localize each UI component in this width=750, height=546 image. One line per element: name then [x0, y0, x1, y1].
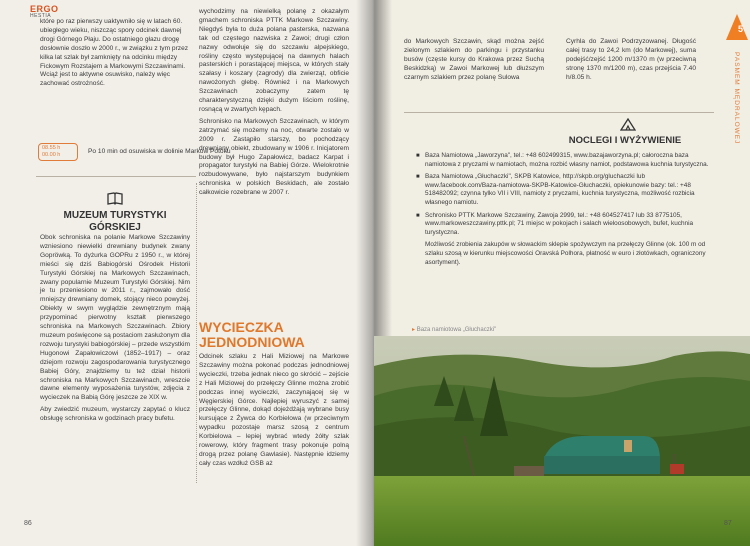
paragraph: Aby zwiedzić muzeum, wystarczy zapytać o klucz obsługę schroniska w godzinach pracy bufetu.	[40, 406, 190, 423]
museum-title: MUZEUM TURYSTYKI GÓRSKIEJ	[63, 210, 167, 233]
house-icon: ■	[416, 153, 420, 159]
left-page	[0, 0, 374, 546]
page-number-right: 87	[724, 520, 732, 527]
museum-text	[40, 234, 190, 427]
paragraph: Cyrhla do Zawoi Podrzyzowanej. Długość całej trasy to 24,2 km (do Markowej), suma podejść/zejść 1200 m/1370 m (w przeciwną stronę 1370 m/1200 m), czas przejścia 7.40 h/8.05 h.	[566, 38, 696, 81]
list-item	[416, 212, 718, 238]
trip-title: WYCIECZKA JEDNODNIOWA	[199, 319, 305, 350]
campsite-photo	[374, 336, 750, 546]
note-text: Możliwość zrobienia zakupów w słowackim sklepie spożywczym na przełęczy Glinne (ok. 100 m od szlaku szosą w kierunku miejscowości Oravská Polhora, płatność w euro i złotówkach, ograniczony asortyment).	[425, 241, 706, 266]
left-col2-top	[199, 8, 349, 201]
logo-main: ERGO	[30, 4, 59, 14]
chapter-label: PASMEM MĘDRALOWEJ	[733, 52, 740, 145]
logo-sub: HESTIA	[30, 13, 52, 19]
caption-text: Baza namiotowa „Głuchaczki"	[416, 327, 497, 333]
book-icon	[40, 192, 190, 208]
trip-text	[199, 353, 349, 472]
list-item	[416, 152, 718, 169]
house-icon: ■	[416, 212, 420, 219]
lodging-note	[416, 241, 718, 267]
list-item	[416, 173, 718, 207]
chapter-number: 5	[737, 24, 743, 34]
museum-header	[40, 192, 190, 234]
right-col1	[404, 38, 544, 86]
divider	[404, 112, 714, 113]
paragraph: do Markowych Szczawin, skąd można zejść zielonym szlakiem do parkingu i przystanku busów (częste kursy do Krakowa przez Suchą Beskidzką) w Zawoi Markowej lub dłuższym czarnym szlakiem przez polanę Sulowa	[404, 38, 544, 81]
photo-caption	[412, 326, 496, 333]
lodging-entry: Schronisko PTTK Markowe Szczawiny, Zawoja 2999, tel.: +48 604527417 lub 33 8775105, www.markoweszczawiny.pttk.pl; 71 miejsc w pokojach i salach wieloosobowych, bufet, kuchnia turystyczna.	[425, 211, 694, 236]
time-text: Po 10 min od osuwiska w dolinie Marków Potoku	[88, 147, 231, 155]
lodging-entry: Baza Namiotowa „Jaworzyna", tel.: +48 602499315, www.bazajaworzyna.pl; całoroczna baza namiotowa z pryczami w namiotach, można rozbić własny namiot, podstawowa kuchnia turystyczna.	[425, 152, 709, 168]
paragraph: Obok schroniska na polanie Markowe Szczawiny wzniesiono niewielki drewniany budynek zwany Gopröwką. To dyżurka GOPRu z 1950 r., w której mieści się dziś Babiogórski Ośrodek Historii Turystyki Górskiej na Markowych Szczawinach, zwany popularnie Muzeum Turystyki Górskiej. Nim je tu przeniesiono w 2011 r., zajmowało dość mniejszy drewniany domek, stojący nieco powyżej. Obiekty w swym wyglądzie zewnętrznym mają przypominać pierwotny kształt pierwszego schroniska na Markowych Szczawinach. Zbiory muzeum poświęcone są postaciom zasłużonym dla rozwoju turystyki babiogórskiej – przede wszystkim Hugonowi Zapałowiczowi (1852–1917) – oraz dziejom rozwoju zagospodarowania turystycznego Babiej Góry, znajdziemy tu też dział historii schroniska na Markowych Szczawinach, wreszcie dawne elementy wyposażenia turystów, zdjęcia z wycieczek na Babią Górę jeszcze ze XIX w.	[40, 234, 190, 402]
time-badge: 08.55 h 00.00 h	[38, 143, 78, 161]
lodging-entry: Baza Namiotowa „Głuchaczki", SKPB Katowice, http://skpb.org/gluchaczki lub www.facebook.com/Baza-namiotowa-SKPB-Katowice-Głuchaczki, opiekunowie bazy: tel.: +48 518482092; czynna tylko VII i VIII, namioty z pryczami, kuchnia turystyczna, możliwość rozbicia własnego namiotu.	[425, 173, 695, 206]
lodging-list	[416, 152, 718, 271]
paragraph: wychodzimy na niewielką polanę z okazałym gmachem schroniska PTTK Markowe Szczawiny. Niegdyś była to duża polana pasterska, nazwana tak od częstego nazwiska z Zawoi; drugi człon nazwy odwołuje się do szczawiu alpejskiego, rośliny często występującej na dawnych halach pasterskich i porastającej miejsca, w których stały szałasy i koszary (zagrody) dla zwierząt, obficie nawożonych glebę. Również i na Markowych Szczawinach zobaczymy zatem tę charakterystyczną dzięki dużym liściom roślinę, rosnącą w zwartych kępach.	[199, 8, 349, 113]
lodging-title: NOCLEGI I WYŻYWIENIE	[568, 135, 682, 146]
right-col2	[566, 38, 696, 86]
tent-icon	[620, 118, 636, 134]
left-col1-top	[40, 18, 190, 92]
paragraph: którе po raz pierwszy uaktywniło się w latach 60. ubiegłego wieku, niszcząc spory odcinek dawnej drogi Górnego Płaju. Do ostatniego głazu drogę dosłownie doszło w 2000 r., w związku z tym przez kilka lat szlak był zamknięty na odcinku między Fickowym Rozstajem a Markowymi Szczawinami. Wciąż jest to aktywne osuwisko, należy więc zachować ostrożność.	[40, 18, 189, 88]
caption-bullet-icon: ▸	[412, 327, 417, 333]
house-icon: ■	[416, 174, 420, 181]
divider	[36, 176, 196, 177]
page-number-left: 86	[24, 520, 32, 527]
paragraph: Odcinek szlaku z Hali Miziowej na Markowe Szczawiny można pokonać podczas jednodniowej wycieczki, trzeba jednak nieco go skrócić – zejście z Hali Miziowej do przełęczy Glinne można zrobić podczas innej wycieczki, zaczynającej się w Węgierskiej Górce. Najlepiej wyruszyć z samej przełęczy Glinne, dokąd dojeżdżają wybrane busy kursujące z Żywca do Korbielowa (w przeciwnym wypadku pozostaje marsz szosą z centrum Korbielowa – lepiej wybrać wtedy żółty szlak rowerowy, który fragment trasy pokonuje polną drogą przez polanę Gawlasie). Następnie idziemy cały czas wzdłuż GSB aż	[199, 353, 349, 467]
paragraph: Schronisko na Markowych Szczawinach, w którym zatrzymać się możemy na noc, otwarte zostało w 2009 r. Zastąpiło starszy, bo pochodzący drewniany obiekt, zbudowany w 1906 r. Inicjatorem budowy był Hugo Zapałowicz, badacz Karpat i propagator turystyki na Babiej Górze. Wielokrotnie rozbudowywane, było najstarszym budynkiem schroniska w polskich Beskidach, ale zostało całkowicie rozebrane w 2007 r.	[199, 117, 349, 197]
